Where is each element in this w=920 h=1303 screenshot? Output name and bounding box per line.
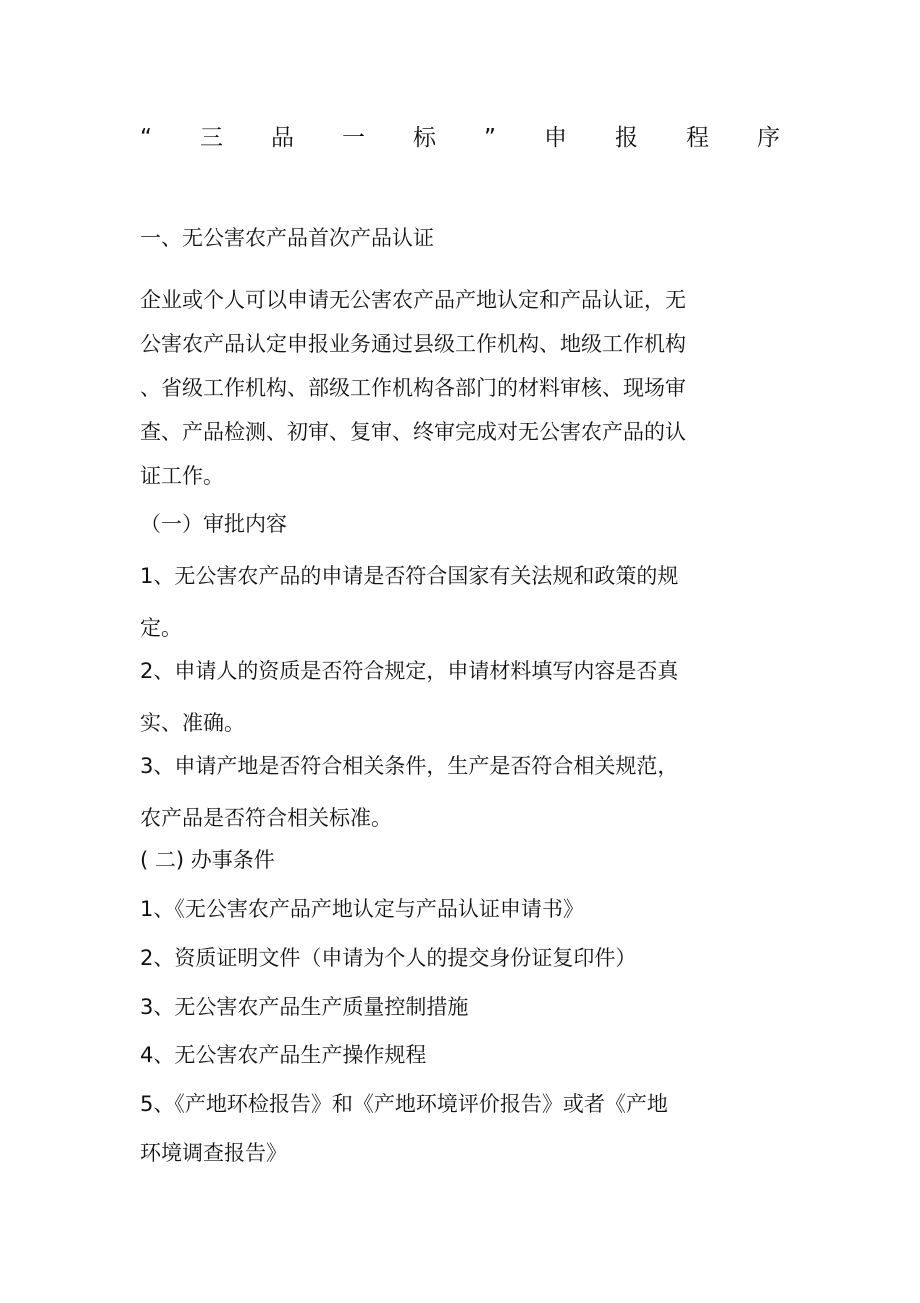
condition-item: 3、无公害农产品生产质量控制措施 [140, 995, 469, 1019]
intro-line: 查、产品检测、初审、复审、终审完成对无公害农产品的认 [140, 420, 686, 444]
title-char: 标 [412, 125, 436, 151]
item-line: 定。 [140, 616, 182, 640]
condition-item: 1、《无公害农产品产地认定与产品认证申请书》 [140, 897, 584, 921]
title-char: 三 [199, 125, 223, 151]
item-line: 实、准确。 [140, 711, 245, 735]
title-char: 程 [685, 125, 709, 151]
title-char: 申 [543, 125, 567, 151]
intro-line: 企业或个人可以申请无公害农产品产地认定和产品认证，无 [140, 288, 686, 312]
item-line: 1、无公害农产品的申请是否符合国家有关法规和政策的规 [140, 564, 679, 588]
intro-paragraph [140, 278, 686, 498]
condition-item: 5、《产地环检报告》和《产地环境评价报告》或者《产地 [140, 1092, 668, 1116]
title-char: 品 [270, 125, 294, 151]
item-line: 农产品是否符合相关标准。 [140, 806, 392, 830]
condition-item: 4、无公害农产品生产操作规程 [140, 1043, 427, 1067]
item-line: 2、申请人的资质是否符合规定，申请材料填写内容是否真 [140, 659, 679, 683]
title-char: 报 [614, 125, 638, 151]
title-char: 一 [341, 125, 365, 151]
item-line: 3、申请产地是否符合相关条件，生产是否符合相关规范， [140, 754, 679, 778]
document-title [140, 118, 780, 158]
section-heading: 一、无公害农产品首次产品认证 [140, 226, 434, 250]
title-char: 序 [756, 125, 780, 151]
approval-item-2 [140, 645, 678, 749]
title-char: “ [140, 125, 152, 151]
title-char: ” [484, 125, 496, 151]
intro-line: 证工作。 [140, 464, 224, 488]
condition-item: 2、资质证明文件（申请为个人的提交身份证复印件） [140, 946, 637, 970]
subsection-heading: ( 二) 办事条件 [140, 848, 275, 872]
intro-line: 公害农产品认定申报业务通过县级工作机构、地级工作机构 [140, 332, 686, 356]
subsection-heading: （一）审批内容 [140, 512, 287, 536]
approval-item-3 [140, 740, 678, 844]
intro-line: 、省级工作机构、部级工作机构各部门的材料审核、现场审 [140, 376, 686, 400]
condition-item-continued: 环境调查报告》 [140, 1141, 287, 1165]
approval-item-1 [140, 550, 678, 654]
